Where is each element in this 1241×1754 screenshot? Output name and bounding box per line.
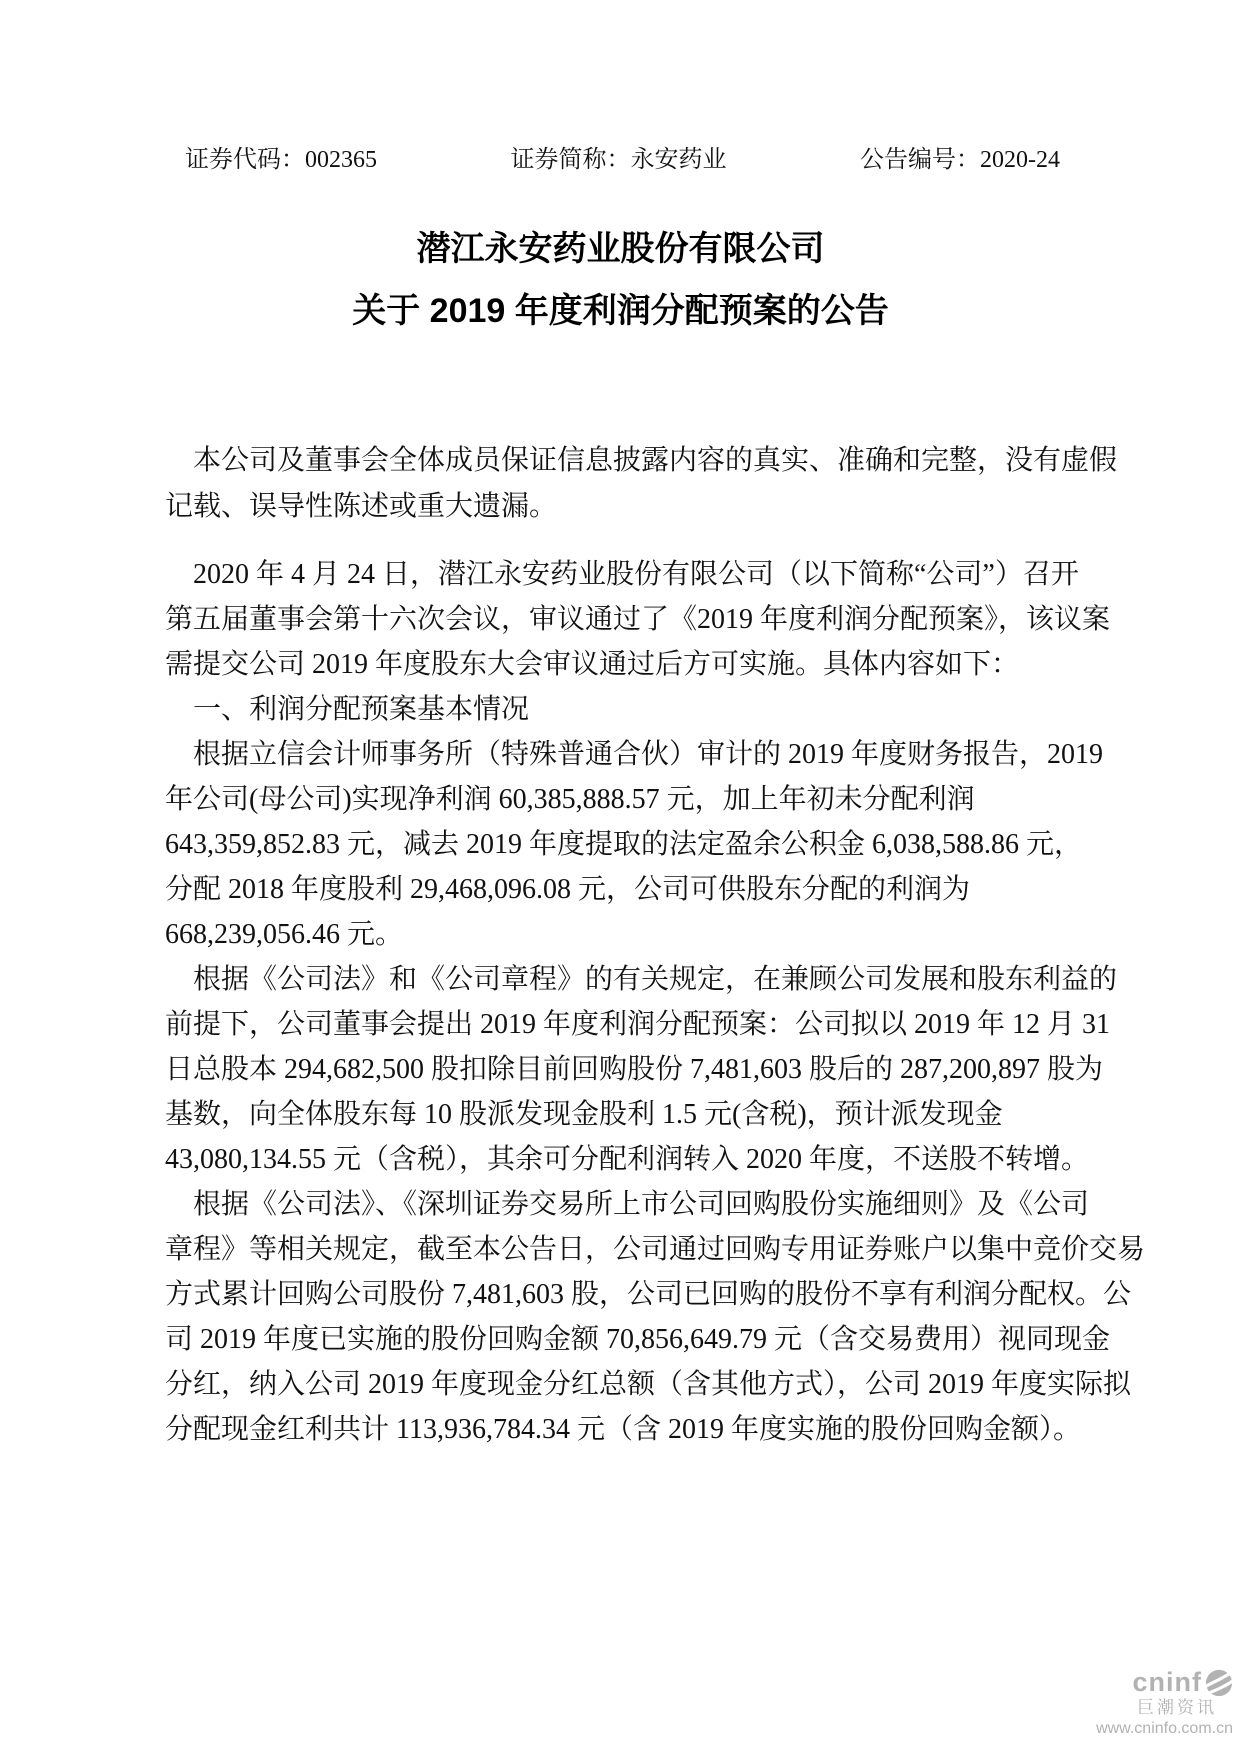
body-text (165, 552, 1146, 1452)
body-line: 根据立信会计师事务所（特殊普通合伙）审计的 2019 年度财务报告，2019 (193, 739, 1104, 770)
cninfo-logo-text: cninf (1132, 1667, 1202, 1698)
body-line: 668,239,056.46 元。 (165, 919, 404, 950)
body-line: 43,080,134.55 元（含税），其余可分配利润转入 2020 年度，不送股不转增。 (165, 1144, 1090, 1175)
body-line: 章程》等相关规定，截至本公告日，公司通过回购专用证券账户以集中竞价交易 (165, 1234, 1146, 1265)
body-line: 第五届董事会第十六次会议，审议通过了《2019 年度利润分配预案》，该议案 (165, 604, 1111, 635)
body-line: 司 2019 年度已实施的股份回购金额 70,856,649.79 元（含交易费用）视同现金 (165, 1324, 1111, 1355)
body-line: 方式累计回购公司股份 7,481,603 股，公司已回购的股份不享有利润分配权。公 (165, 1279, 1132, 1310)
stock-abbr: 证券简称：永安药业 (510, 147, 727, 173)
body-line: 一、利润分配预案基本情况 (193, 694, 530, 725)
body-line: 基数，向全体股东每 10 股派发现金股利 1.5 元(含税)，预计派发现金 (165, 1099, 1003, 1130)
announcement-title: 关于 2019 年度利润分配预案的公告 (352, 292, 889, 330)
body-line: 年公司(母公司)实现净利润 60,385,888.57 元，加上年初未分配利润 (165, 784, 975, 815)
body-line: 根据《公司法》和《公司章程》的有关规定，在兼顾公司发展和股东利益的 (193, 964, 1118, 995)
body-line: 643,359,852.83 元，减去 2019 年度提取的法定盈余公积金 6,038,588.86 元， (165, 829, 1083, 860)
body-line: 分配现金红利共计 113,936,784.34 元（含 2019 年度实施的股份回购金额）。 (165, 1414, 1081, 1445)
cninfo-swirl-icon (1205, 1669, 1233, 1697)
cninfo-logo-row (1096, 1668, 1233, 1698)
body-line: 分红，纳入公司 2019 年度现金分红总额（含其他方式），公司 2019 年度实际拟 (165, 1369, 1132, 1400)
disclaimer-line: 记载、误导性陈述或重大遗漏。 (165, 491, 558, 522)
body-line: 日总股本 294,682,500 股扣除目前回购股份 7,481,603 股后的 287,200,897 股为 (165, 1054, 1104, 1085)
cninfo-url: www.cninfo.com.cn (1096, 1720, 1233, 1738)
cninfo-watermark (1096, 1668, 1233, 1738)
stock-code: 证券代码：002365 (185, 147, 377, 173)
body-line: 根据《公司法》、《深圳证券交易所上市公司回购股份实施细则》及《公司 (193, 1189, 1090, 1220)
disclaimer-line: 本公司及董事会全体成员保证信息披露内容的真实、准确和完整，没有虚假 (193, 445, 1118, 476)
cninfo-brand-name: 巨潮资讯 (1137, 1697, 1217, 1717)
document-header (185, 143, 1060, 177)
company-title: 潜江永安药业股份有限公司 (416, 230, 825, 268)
disclaimer-paragraph (165, 438, 1118, 530)
announcement-number: 公告编号：2020-24 (860, 147, 1060, 173)
body-line: 2020 年 4 月 24 日，潜江永安药业股份有限公司（以下简称“公司”）召开 (193, 559, 1079, 590)
body-line: 分配 2018 年度股利 29,468,096.08 元，公司可供股东分配的利润为 (165, 874, 971, 905)
body-line: 前提下，公司董事会提出 2019 年度利润分配预案：公司拟以 2019 年 12 月 31 (165, 1009, 1111, 1040)
body-line: 需提交公司 2019 年度股东大会审议通过后方可实施。具体内容如下： (165, 649, 1020, 680)
